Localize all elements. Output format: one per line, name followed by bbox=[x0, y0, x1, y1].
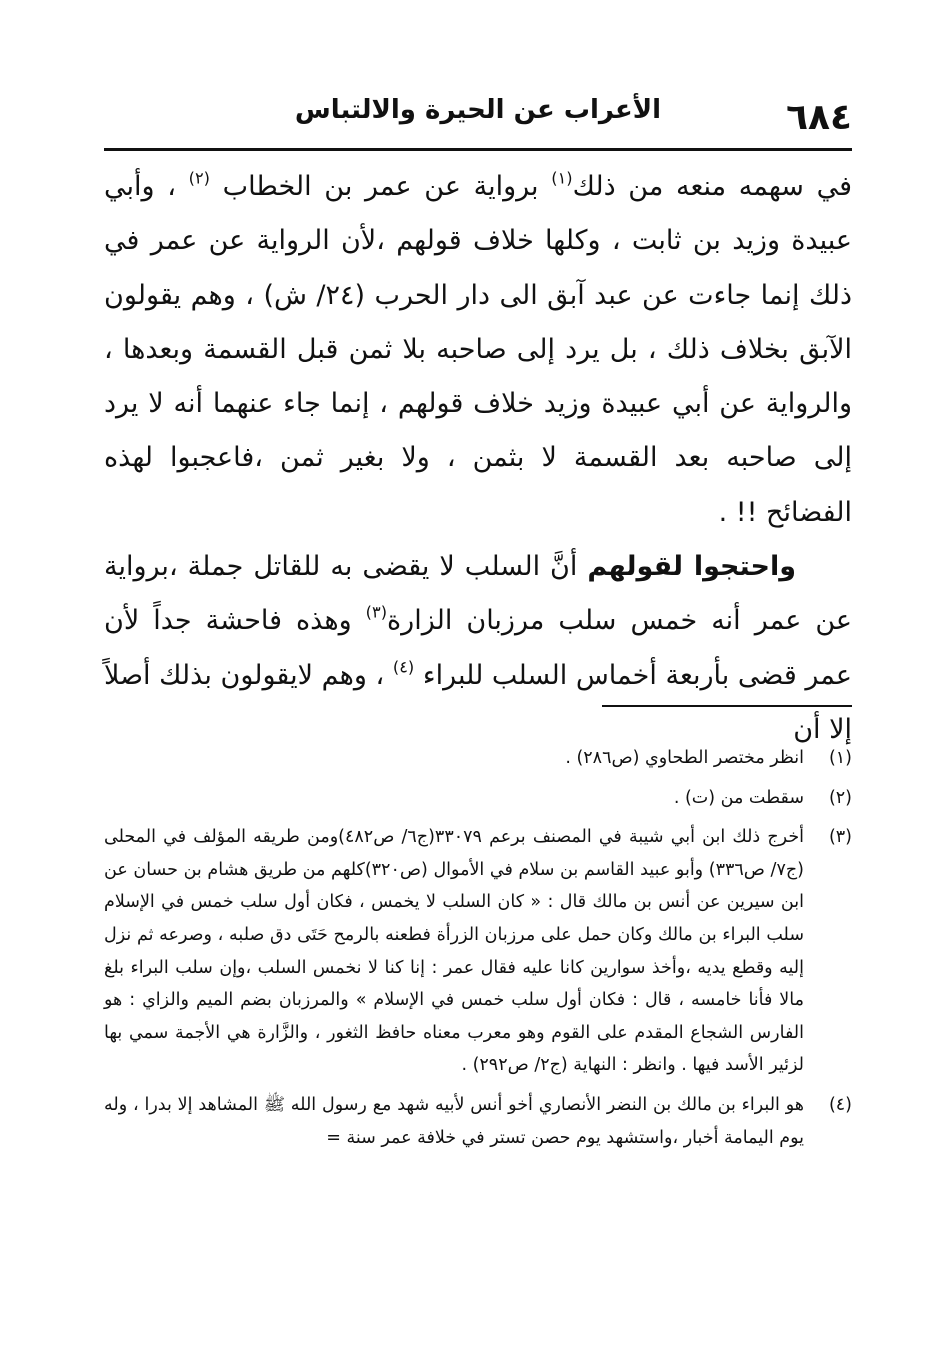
text-span: أنَّ السلب لا يقضى به للقاتل جملة ،برواية عن عمر أنه خمس سلب مرزبان الزارة bbox=[104, 551, 853, 637]
paragraph-1 bbox=[104, 160, 852, 540]
footnote-1 bbox=[104, 742, 852, 775]
footnote-text: أخرج ذلك ابن أبي شيبة في المصنف برعم ٣٣٠٧٩(ج٦/ ص٤٨٢)ومن طريقه المؤلف في المحلى (ج٧/ ص٣٣٦) وأبو عبيد القاسم بن سلام في الأموال (ص٣٢٠)كلهم من طريق هشام بن حسان عن ابن سيرين عن أنس بن مالك قال : « كان السلب لا يخمس ، فكان أول سلب خمس في الإسلام سلب البراء بن مالك وكان حمل على مرزبان الزرأة فطعنه بالرمح حَتَى دق صلبه ، وصرعه ثم نزل إليه وقطع يديه ،وأخذ سوارين كانا عليه فقال عمر : إنا كنا لا نخمس السلب ،وإن سلب البراء بلغ مالا فأنا خامسه ، قال : فكان أول سلب خمس في الإسلام » والمرزبان بضم الميم والزاي : هو الفارس الشجاع المقدم على القوم وهو معرب معناه حافظ الثغور ، والزَّارة هي الأجمة سمي بها لزئير الأسد فيها . وانظر : النهاية (ج٢/ ص٢٩٢) . bbox=[104, 827, 805, 1076]
page-number: ٦٨٤ bbox=[786, 97, 852, 138]
footnote-separator bbox=[602, 705, 852, 707]
footnote-4 bbox=[104, 1089, 852, 1154]
footnote-ref-3: (٣) bbox=[365, 603, 388, 623]
footnote-number: (١) bbox=[828, 748, 852, 768]
footnote-text: انظر مختصر الطحاوي (ص٢٨٦) . bbox=[565, 748, 804, 768]
text-span: ، وهم لايقولون بذلك أصلاً إلا أن bbox=[104, 659, 852, 745]
footnote-ref-4: (٤) bbox=[392, 657, 415, 677]
footnotes bbox=[104, 742, 852, 1154]
emphasized-lead: واحتجوا لقولهم bbox=[587, 551, 796, 583]
footnote-ref-2: (٢) bbox=[188, 168, 210, 188]
footnote-ref-1: (١) bbox=[551, 168, 573, 188]
header-rule bbox=[104, 148, 852, 151]
footnote-2 bbox=[104, 782, 852, 815]
page-header bbox=[104, 92, 852, 148]
main-text bbox=[104, 160, 852, 757]
text-span: برواية عن عمر بن الخطاب bbox=[209, 171, 552, 202]
text-span: في سهمه منعه من ذلك bbox=[572, 171, 852, 202]
footnote-text: سقطت من (ت) . bbox=[673, 787, 804, 808]
paragraph-2 bbox=[104, 540, 852, 757]
book-title-calligraphy: الأعراب عن الحيرة والالتباس bbox=[294, 95, 662, 125]
footnote-number: (٣) bbox=[828, 827, 852, 848]
text-span: وهذه فاحشة جداً لأن عمر قضى بأربعة أخماس السلب للبراء bbox=[104, 605, 852, 691]
footnote-3 bbox=[104, 821, 852, 1082]
footnote-text: هو البراء بن مالك بن النضر الأنصاري أخو أنس لأبيه شهد مع رسول الله ﷺ المشاهد إلا بدرا ، وله يوم اليمامة أخبار ،واستشهد يوم حصن تستر في خلافة عمر سنة = bbox=[104, 1094, 804, 1148]
footnote-number: (٢) bbox=[828, 787, 852, 808]
text-span: ، وأبي عبيدة وزيد بن ثابت ، وكلها خلاف قولهم ،لأن الرواية عن عمر في ذلك إنما جاءت عن عبد آبق الى دار الحرب (٢٤/ ش) ، وهم يقولون الآبق بخلاف ذلك ، بل يرد إلى صاحبه بلا ثمن قبل القسمة وبعدها ، والرواية عن أبي عبيدة وزيد خلاف قولهم ، إنما جاء عنهما أنه لا يرد إلى صاحبه بعد القسمة لا بثمن ، ولا بغير ثمن ،فاعجبوا لهذه الفضائح !! . bbox=[104, 171, 852, 528]
footnote-number: (٤) bbox=[828, 1094, 852, 1115]
